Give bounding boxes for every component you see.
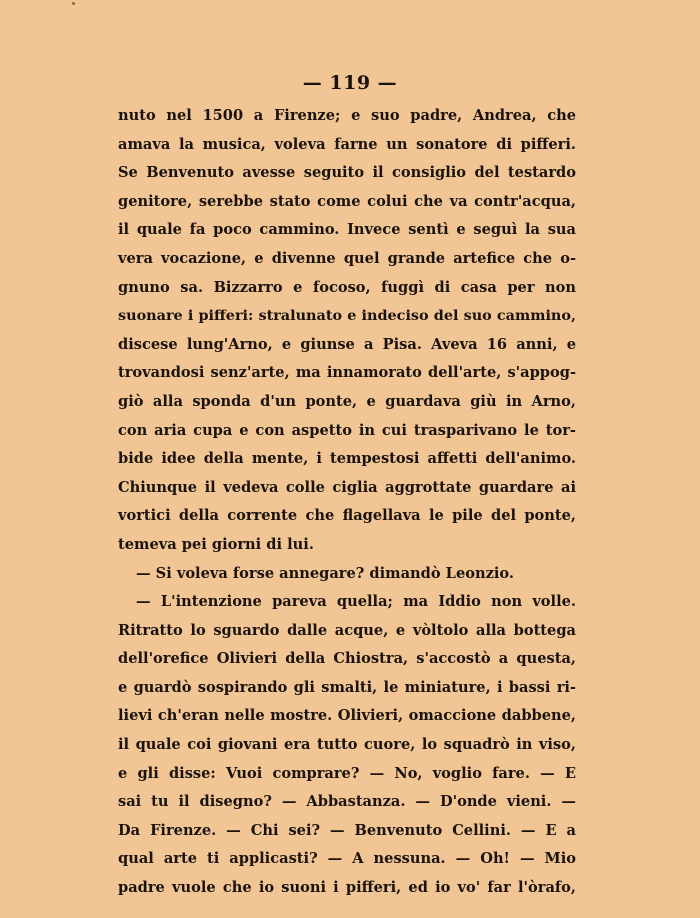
text-line: trovandosi senz'arte, ma innamorato dell'arte, s'appog-: [118, 364, 576, 382]
text-line: Ritratto lo sguardo dalle acque, e vòltolo alla bottega: [118, 621, 576, 639]
text-line: e gli disse: Vuoi comprare? — No, voglio fare. — E: [118, 764, 576, 782]
text-line: il quale coi giovani era tutto cuore, lo squadrò in viso,: [118, 736, 576, 754]
text-line: vera vocazione, e divenne quel grande artefice che o-: [118, 249, 576, 267]
text-line: — Si voleva forse annegare? dimandò Leonzio.: [136, 564, 514, 582]
text-line: discese lung'Arno, e giunse a Pisa. Aveva 16 anni, e: [118, 335, 576, 353]
text-line: gnuno sa. Bizzarro e focoso, fuggì di casa per non: [118, 278, 576, 296]
text-line: e guardò sospirando gli smalti, le miniature, i bassi ri-: [118, 678, 576, 696]
text-line: nuto nel 1500 a Firenze; e suo padre, Andrea, che: [118, 107, 576, 124]
text-line: temeva pei giorni di lui.: [118, 535, 314, 553]
page-number: — 119 —: [302, 72, 398, 94]
body-text: [118, 102, 576, 903]
text-line: vortici della corrente che flagellava le pile del ponte,: [118, 507, 576, 525]
text-line: amava la musica, voleva farne un sonatore di pifferi.: [118, 135, 576, 153]
text-line: — L'intenzione pareva quella; ma Iddio non volle.: [136, 593, 576, 611]
text-line: sai tu il disegno? — Abbastanza. — D'onde vieni. —: [118, 793, 576, 811]
text-line: padre vuole che io suoni i pifferi, ed io vo' far l'òrafo,: [118, 879, 576, 897]
text-line: Se Benvenuto avesse seguito il consiglio del testardo: [118, 164, 576, 182]
text-line: il quale fa poco cammino. Invece sentì e seguì la sua: [118, 221, 576, 239]
text-line: lievi ch'eran nelle mostre. Olivieri, omaccione dabbene,: [118, 707, 576, 725]
text-line: genitore, serebbe stato come colui che va contr'acqua,: [118, 192, 576, 210]
text-line: giò alla sponda d'un ponte, e guardava giù in Arno,: [118, 392, 576, 410]
text-line: Chiunque il vedeva colle ciglia aggrottate guardare ai: [118, 478, 576, 496]
text-line: con aria cupa e con aspetto in cui trasparivano le tor-: [118, 421, 576, 439]
text-line: dell'orefice Olivieri della Chiostra, s'accostò a questa,: [118, 650, 576, 668]
ink-speck: [72, 2, 75, 5]
text-line: bide idee della mente, i tempestosi affetti dell'animo.: [118, 450, 576, 468]
text-line: qual arte ti applicasti? — A nessuna. — Oh! — Mio: [118, 850, 576, 868]
text-line: Da Firenze. — Chi sei? — Benvenuto Cellini. — E a: [118, 821, 576, 839]
text-line: suonare i pifferi: stralunato e indeciso del suo cammino,: [118, 307, 576, 325]
